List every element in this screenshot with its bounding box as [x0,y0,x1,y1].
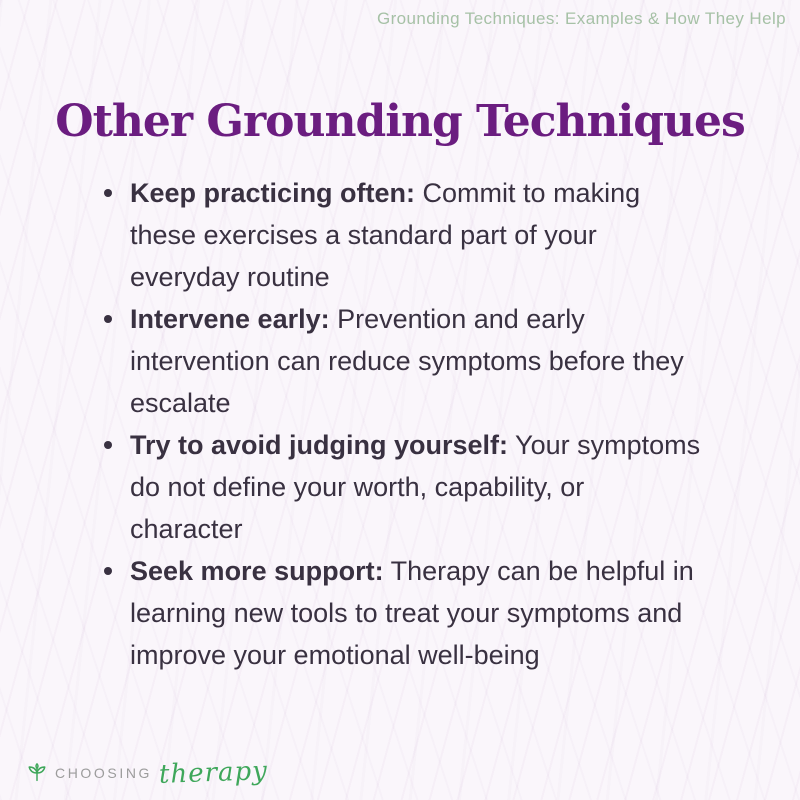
bullet-lead: Intervene early: [130,304,330,334]
list-item [104,550,704,676]
page-title: Other Grounding Techniques [55,96,745,147]
brand-word-therapy: therapy [158,756,269,790]
list-item [104,172,704,298]
page-header-subtitle: Grounding Techniques: Examples & How They Help [377,9,786,28]
bullet-body: Commit to making these exercises a standard part of your everyday routine [130,178,641,292]
bullet-dot-icon [104,315,112,323]
bullet-dot-icon [104,567,112,575]
choosing-therapy-logo [26,756,269,790]
bullet-text [130,298,704,424]
grounding-tips-list [104,172,704,676]
choosing-therapy-plant-icon [26,762,48,784]
bullet-body: Therapy can be helpful in learning new tools to treat your symptoms and improve your emotional well-being [130,556,694,670]
bullet-body: Your symptoms do not define your worth, capability, or character [130,430,701,544]
list-item [104,424,704,550]
bullet-body: Prevention and early intervention can reduce symptoms before they escalate [130,304,684,418]
bullet-dot-icon [104,189,112,197]
bullet-text [130,172,704,298]
bullet-lead: Try to avoid judging yourself: [130,430,509,460]
bullet-lead: Seek more support: [130,556,384,586]
list-item [104,298,704,424]
bullet-lead: Keep practicing often: [130,178,416,208]
brand-word-choosing: CHOOSING [55,765,153,781]
bullet-dot-icon [104,441,112,449]
bullet-text [130,550,704,676]
bullet-text [130,424,704,550]
